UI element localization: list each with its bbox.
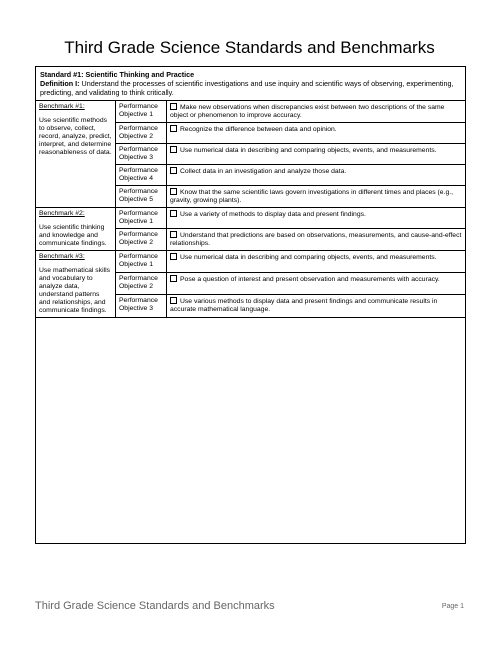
objective-text: Pose a question of interest and present observation and measurements with accuracy. — [180, 275, 440, 283]
objective-cell — [167, 272, 466, 294]
benchmark-title: Benchmark #1: — [39, 103, 85, 110]
objective-cell — [167, 208, 466, 229]
objective-label: Performance Objective 2 — [116, 229, 167, 251]
checkbox[interactable] — [170, 210, 177, 217]
benchmark-title: Benchmark #2: — [39, 210, 85, 217]
objective-label: Performance Objective 1 — [116, 101, 167, 123]
benchmark-description: Use scientific thinking and knowledge and communicate findings. — [39, 224, 107, 247]
standard-title: Standard #1: Scientific Thinking and Practice — [40, 70, 195, 79]
footer-page-number: Page 1 — [441, 603, 464, 610]
objective-text: Use various methods to display data and present findings and communicate results in accurate mathematical language. — [170, 297, 438, 313]
objective-cell — [167, 144, 466, 165]
objective-text: Understand that predictions are based on observations, measurements, and cause-and-effect relationships. — [170, 232, 462, 247]
objective-cell — [167, 165, 466, 186]
objective-label: Performance Objective 4 — [116, 165, 167, 186]
checkbox[interactable] — [170, 167, 177, 174]
checkbox[interactable] — [170, 188, 177, 195]
benchmark-description: Use mathematical skills and vocabulary to analyze data, understand patterns and relationships, and communicate findings. — [39, 267, 111, 314]
checkbox[interactable] — [170, 253, 177, 260]
page-title: Third Grade Science Standards and Benchmarks — [64, 38, 435, 57]
objective-row — [36, 101, 465, 123]
objective-label: Performance Objective 1 — [116, 251, 167, 273]
benchmark-cell — [36, 101, 116, 208]
checkbox[interactable] — [170, 125, 177, 132]
benchmark-table — [36, 101, 465, 318]
objective-label: Performance Objective 5 — [116, 186, 167, 208]
objective-text: Collect data in an investigation and analyze those data. — [180, 168, 347, 175]
objective-label: Performance Objective 2 — [116, 272, 167, 294]
objective-cell — [167, 251, 466, 273]
objective-label: Performance Objective 3 — [116, 144, 167, 165]
objective-cell — [167, 123, 466, 144]
objective-text: Know that the same scientific laws govern investigations in different times and places (e.g., gravity, growing plants). — [170, 189, 454, 204]
checkbox[interactable] — [170, 103, 177, 110]
objective-text: Use a variety of methods to display data and present findings. — [180, 211, 366, 218]
checkbox[interactable] — [170, 275, 177, 282]
checkbox[interactable] — [170, 297, 177, 304]
benchmark-description: Use scientific methods to observe, collect, record, analyze, predict, interpret, and determine reasonableness of data. — [39, 117, 112, 156]
objective-text: Make new observations when discrepancies exist between two descriptions of the same object or phenomenon to improve accuracy. — [170, 104, 445, 119]
objective-cell — [167, 186, 466, 208]
objective-cell — [167, 294, 466, 317]
definition-label: Definition I: — [40, 79, 80, 88]
standard-header — [36, 67, 465, 101]
footer-title: Third Grade Science Standards and Benchmarks — [35, 600, 275, 612]
objective-cell — [167, 229, 466, 251]
objective-text: Use numerical data in describing and comparing objects, events, and measurements. — [180, 254, 437, 261]
checkbox[interactable] — [170, 231, 177, 238]
benchmark-cell — [36, 251, 116, 318]
standards-table — [35, 66, 466, 544]
checkbox[interactable] — [170, 146, 177, 153]
objective-label: Performance Objective 1 — [116, 208, 167, 229]
benchmark-cell — [36, 208, 116, 251]
objective-text: Use numerical data in describing and comparing objects, events, and measurements. — [180, 147, 437, 154]
objective-label: Performance Objective 3 — [116, 294, 167, 317]
definition-text: Understand the processes of scientific investigations and use inquiry and scientific ways of observing, experimenting, predicting, and validating to think critically. — [40, 79, 454, 97]
objective-row — [36, 251, 465, 273]
objective-row — [36, 208, 465, 229]
objective-cell — [167, 101, 466, 123]
objective-label: Performance Objective 2 — [116, 123, 167, 144]
definition — [40, 79, 461, 97]
benchmark-title: Benchmark #3: — [39, 253, 85, 260]
objective-text: Recognize the difference between data and opinion. — [180, 126, 337, 133]
